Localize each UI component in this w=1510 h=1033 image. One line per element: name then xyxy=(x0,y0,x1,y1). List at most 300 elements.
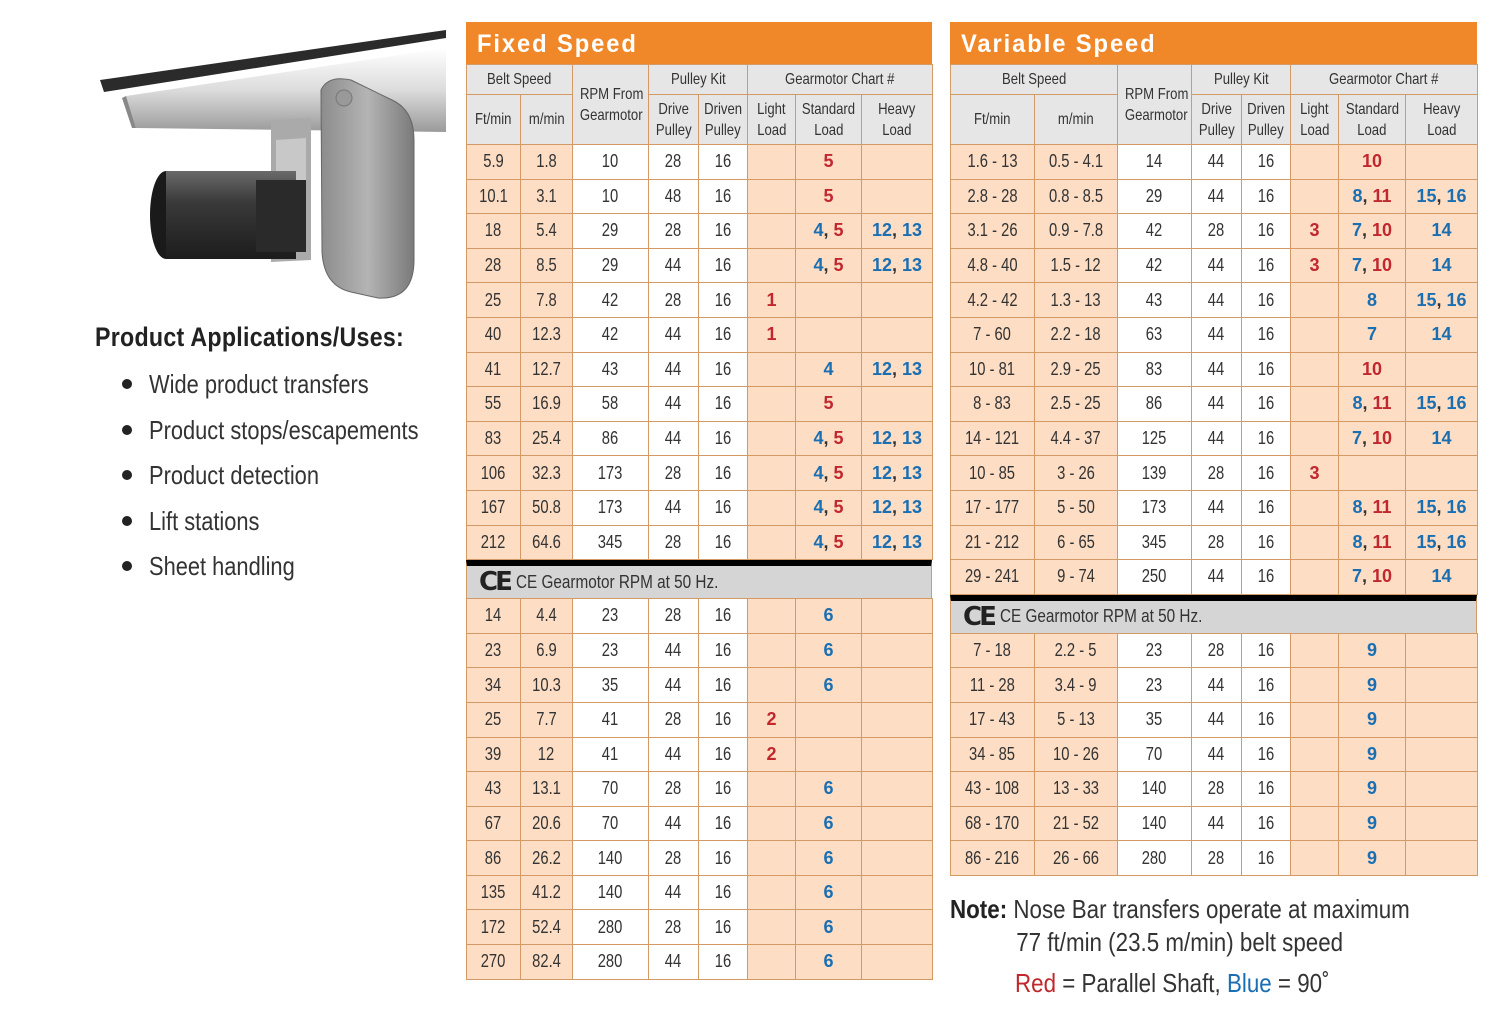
legend-red: Red xyxy=(1015,968,1057,998)
parallel-shaft-chart-number: 5 xyxy=(823,185,834,206)
light-load-cell xyxy=(748,806,796,841)
light-load-cell xyxy=(748,525,796,560)
heavy-load-cell xyxy=(1406,633,1478,668)
rpm-cell: 140 xyxy=(573,841,649,876)
heavy-load-cell xyxy=(1406,456,1478,491)
belt-ftmin-cell: 67 xyxy=(467,806,521,841)
table-row xyxy=(467,841,933,876)
right-angle-chart-number: 6 xyxy=(823,812,834,833)
standard-load-cell: 4, 5 xyxy=(796,490,862,525)
light-load-cell xyxy=(748,145,796,180)
light-load-cell xyxy=(748,945,796,980)
drive-pulley-cell: 44 xyxy=(649,737,699,772)
standard-load-cell xyxy=(796,702,862,737)
rpm-cell: 35 xyxy=(1118,702,1192,737)
heavy-load-cell: 12, 13 xyxy=(862,525,933,560)
bullet-icon xyxy=(122,470,132,480)
belt-ftmin-cell: 34 xyxy=(467,668,521,703)
table-row xyxy=(467,772,933,807)
belt-mmin-cell: 41.2 xyxy=(521,875,573,910)
right-angle-chart-number: 14 xyxy=(1431,255,1452,276)
right-angle-chart-number: 9 xyxy=(1366,847,1377,868)
right-angle-chart-number: 6 xyxy=(823,640,834,661)
parallel-shaft-chart-number: 10 xyxy=(1372,428,1393,449)
driven-pulley-cell: 16 xyxy=(1242,179,1291,214)
belt-mmin-cell: 32.3 xyxy=(521,456,573,491)
table-row xyxy=(951,145,1478,180)
rpm-cell: 63 xyxy=(1118,317,1192,352)
driven-pulley-cell: 16 xyxy=(1242,560,1291,595)
legend-blue-text: = 90˚ xyxy=(1277,968,1330,998)
table-row xyxy=(467,317,933,352)
standard-load-cell xyxy=(1339,352,1406,387)
application-item: Product stops/escapements xyxy=(120,412,470,458)
driven-pulley-cell: 16 xyxy=(699,599,748,634)
table-row xyxy=(467,633,933,668)
belt-mmin-cell: 8.5 xyxy=(521,248,573,283)
standard-load-cell xyxy=(796,145,862,180)
rpm-cell: 23 xyxy=(1118,633,1192,668)
standard-load-cell: 4, 5 xyxy=(796,525,862,560)
belt-ftmin-cell: 5.9 xyxy=(467,145,521,180)
table-row xyxy=(951,668,1478,703)
right-angle-chart-number: 13 xyxy=(902,462,923,483)
right-angle-chart-number: 9 xyxy=(1366,812,1377,833)
belt-ftmin-cell: 40 xyxy=(467,317,521,352)
belt-ftmin-cell: 86 - 216 xyxy=(951,841,1035,876)
right-angle-chart-number: 6 xyxy=(823,916,834,937)
belt-mmin-cell: 4.4 xyxy=(521,599,573,634)
standard-load-cell xyxy=(1339,456,1406,491)
heavy-load-cell: 15, 16 xyxy=(1406,387,1478,422)
belt-ftmin-cell: 4.2 - 42 xyxy=(951,283,1035,318)
table-row xyxy=(951,317,1478,352)
belt-mmin-cell: 13 - 33 xyxy=(1035,772,1118,807)
drive-pulley-cell: 44 xyxy=(1192,737,1242,772)
heavy-load-cell xyxy=(862,945,933,980)
belt-ftmin-cell: 7 - 18 xyxy=(951,633,1035,668)
right-angle-chart-number: 7 xyxy=(1367,324,1378,345)
standard-load-cell xyxy=(1339,841,1406,876)
standard-load-cell xyxy=(796,387,862,422)
driven-pulley-cell: 16 xyxy=(1242,456,1291,491)
driven-pulley-cell: 16 xyxy=(1242,806,1291,841)
parallel-shaft-chart-number: 2 xyxy=(766,743,777,764)
belt-mmin-cell: 0.5 - 4.1 xyxy=(1035,145,1118,180)
right-angle-chart-number: 16 xyxy=(1446,289,1467,310)
heavy-load-cell xyxy=(1406,214,1478,249)
standard-load-cell xyxy=(796,283,862,318)
standard-load-cell xyxy=(1339,633,1406,668)
table-row xyxy=(467,283,933,318)
belt-mmin-cell: 7.8 xyxy=(521,283,573,318)
rpm-cell: 86 xyxy=(1118,387,1192,422)
ftmin-header: Ft/min xyxy=(467,95,521,145)
belt-mmin-cell: 1.3 - 13 xyxy=(1035,283,1118,318)
table-row xyxy=(951,214,1478,249)
table-row xyxy=(467,421,933,456)
heavy-load-cell xyxy=(1406,772,1478,807)
light-load-cell xyxy=(748,841,796,876)
light-load-cell xyxy=(1291,248,1339,283)
parallel-shaft-chart-number: 1 xyxy=(766,324,777,345)
right-angle-chart-number: 15 xyxy=(1416,185,1437,206)
rpm-cell: 41 xyxy=(573,702,649,737)
belt-mmin-cell: 9 - 74 xyxy=(1035,560,1118,595)
driven-pulley-cell: 16 xyxy=(1242,214,1291,249)
belt-mmin-cell: 2.2 - 18 xyxy=(1035,317,1118,352)
right-angle-chart-number: 8 xyxy=(1352,497,1363,518)
rpm-cell: 70 xyxy=(573,806,649,841)
standard-load-cell xyxy=(796,179,862,214)
driven-pulley-cell: 16 xyxy=(699,283,748,318)
standard-load-cell: 4, 5 xyxy=(796,421,862,456)
right-angle-chart-number: 12 xyxy=(871,497,892,518)
rpm-cell: 86 xyxy=(573,421,649,456)
heavy-load-cell xyxy=(862,737,933,772)
driven-pulley-cell: 16 xyxy=(1242,283,1291,318)
belt-ftmin-cell: 17 - 43 xyxy=(951,702,1035,737)
right-angle-chart-number: 12 xyxy=(871,531,892,552)
application-item: Sheet handling xyxy=(120,548,470,594)
belt-ftmin-cell: 25 xyxy=(467,283,521,318)
belt-mmin-cell: 0.9 - 7.8 xyxy=(1035,214,1118,249)
belt-mmin-cell: 0.8 - 8.5 xyxy=(1035,179,1118,214)
right-angle-chart-number: 13 xyxy=(902,531,923,552)
light-load-cell xyxy=(1291,145,1339,180)
mmin-header: m/min xyxy=(1035,95,1118,145)
heavy-load-cell xyxy=(862,702,933,737)
standard-load-cell xyxy=(1339,317,1406,352)
belt-ftmin-cell: 43 xyxy=(467,772,521,807)
light-load-cell xyxy=(1291,668,1339,703)
light-load-cell xyxy=(1291,352,1339,387)
parallel-shaft-chart-number: 3 xyxy=(1309,255,1320,276)
belt-ftmin-cell: 29 - 241 xyxy=(951,560,1035,595)
right-angle-chart-number: 7 xyxy=(1351,220,1362,241)
heavy-load-header: Heavy Load xyxy=(862,95,933,145)
rpm-cell: 41 xyxy=(573,737,649,772)
light-load-cell xyxy=(1291,702,1339,737)
table-row xyxy=(467,737,933,772)
applications-list xyxy=(120,366,470,594)
table-row xyxy=(951,702,1478,737)
belt-ftmin-cell: 41 xyxy=(467,352,521,387)
rpm-cell: 140 xyxy=(1118,772,1192,807)
belt-ftmin-cell: 212 xyxy=(467,525,521,560)
belt-mmin-cell: 82.4 xyxy=(521,945,573,980)
belt-mmin-cell: 10 - 26 xyxy=(1035,737,1118,772)
standard-load-cell xyxy=(796,910,862,945)
standard-load-cell xyxy=(796,737,862,772)
drive-pulley-cell: 44 xyxy=(1192,145,1242,180)
right-angle-chart-number: 13 xyxy=(902,220,923,241)
light-load-cell xyxy=(1291,421,1339,456)
belt-ftmin-cell: 4.8 - 40 xyxy=(951,248,1035,283)
driven-pulley-cell: 16 xyxy=(1242,490,1291,525)
parallel-shaft-chart-number: 2 xyxy=(766,709,777,730)
belt-ftmin-cell: 1.6 - 13 xyxy=(951,145,1035,180)
heavy-load-cell xyxy=(862,317,933,352)
right-angle-chart-number: 16 xyxy=(1446,531,1467,552)
belt-ftmin-cell: 270 xyxy=(467,945,521,980)
belt-mmin-cell: 7.7 xyxy=(521,702,573,737)
right-angle-chart-number: 7 xyxy=(1351,566,1362,587)
right-angle-chart-number: 9 xyxy=(1366,778,1377,799)
heavy-load-cell xyxy=(1406,806,1478,841)
drive-pulley-cell: 28 xyxy=(649,910,699,945)
bullet-icon xyxy=(122,379,132,389)
driven-pulley-cell: 16 xyxy=(699,352,748,387)
fixed-speed-table xyxy=(466,64,933,560)
right-angle-chart-number: 4 xyxy=(813,220,824,241)
drive-pulley-cell: 44 xyxy=(1192,560,1242,595)
rpm-cell: 173 xyxy=(573,490,649,525)
belt-ftmin-cell: 10 - 81 xyxy=(951,352,1035,387)
right-angle-chart-number: 4 xyxy=(813,255,824,276)
application-item: Lift stations xyxy=(120,503,470,549)
rpm-header: RPM From Gearmotor xyxy=(1118,65,1192,145)
driven-pulley-cell: 16 xyxy=(699,387,748,422)
rpm-cell: 345 xyxy=(1118,525,1192,560)
belt-ftmin-cell: 3.1 - 26 xyxy=(951,214,1035,249)
light-load-cell xyxy=(748,702,796,737)
driven-pulley-cell: 16 xyxy=(699,633,748,668)
heavy-load-cell xyxy=(862,387,933,422)
right-angle-chart-number: 8 xyxy=(1352,531,1363,552)
light-load-cell xyxy=(1291,772,1339,807)
driven-pulley-cell: 16 xyxy=(1242,702,1291,737)
heavy-load-cell xyxy=(1406,737,1478,772)
drive-pulley-header: Drive Pulley xyxy=(1192,95,1242,145)
belt-mmin-cell: 1.8 xyxy=(521,145,573,180)
heavy-load-cell xyxy=(862,668,933,703)
belt-ftmin-cell: 11 - 28 xyxy=(951,668,1035,703)
belt-ftmin-cell: 23 xyxy=(467,633,521,668)
right-angle-chart-number: 12 xyxy=(871,462,892,483)
standard-load-cell xyxy=(796,772,862,807)
note xyxy=(950,893,1485,959)
light-load-cell xyxy=(748,248,796,283)
belt-mmin-cell: 52.4 xyxy=(521,910,573,945)
heavy-load-cell: 12, 13 xyxy=(862,456,933,491)
driven-pulley-cell: 16 xyxy=(1242,525,1291,560)
light-load-cell xyxy=(748,737,796,772)
rpm-cell: 10 xyxy=(573,145,649,180)
driven-pulley-cell: 16 xyxy=(699,772,748,807)
fixed-table-body xyxy=(467,145,933,560)
table-row xyxy=(467,387,933,422)
right-angle-chart-number: 4 xyxy=(813,428,824,449)
belt-mmin-cell: 2.2 - 5 xyxy=(1035,633,1118,668)
fixed-speed-title: Fixed Speed xyxy=(466,22,932,64)
driven-pulley-header: Driven Pulley xyxy=(1242,95,1291,145)
rpm-cell: 43 xyxy=(1118,283,1192,318)
light-load-cell xyxy=(748,875,796,910)
belt-mmin-cell: 1.5 - 12 xyxy=(1035,248,1118,283)
belt-ftmin-cell: 43 - 108 xyxy=(951,772,1035,807)
light-load-cell xyxy=(748,599,796,634)
standard-load-cell: 4, 5 xyxy=(796,248,862,283)
parallel-shaft-chart-number: 11 xyxy=(1372,497,1392,518)
table-row xyxy=(951,737,1478,772)
fixed-ce-table-body xyxy=(467,599,933,980)
standard-load-cell xyxy=(796,668,862,703)
drive-pulley-cell: 44 xyxy=(1192,668,1242,703)
standard-load-cell xyxy=(796,352,862,387)
variable-speed-table xyxy=(950,64,1478,595)
right-angle-chart-number: 14 xyxy=(1431,220,1452,241)
table-row xyxy=(951,633,1478,668)
right-angle-chart-number: 8 xyxy=(1352,185,1363,206)
heavy-load-cell xyxy=(1406,421,1478,456)
parallel-shaft-chart-number: 5 xyxy=(833,428,844,449)
application-item: Product detection xyxy=(120,457,470,503)
table-row xyxy=(951,806,1478,841)
rpm-cell: 23 xyxy=(573,633,649,668)
right-angle-chart-number: 6 xyxy=(823,847,834,868)
note-line-1: Nose Bar transfers operate at maximum xyxy=(1013,894,1410,924)
standard-load-cell: 7, 10 xyxy=(1339,248,1406,283)
right-angle-chart-number: 13 xyxy=(902,255,923,276)
parallel-shaft-chart-number: 11 xyxy=(1372,531,1392,552)
right-angle-chart-number: 9 xyxy=(1366,743,1377,764)
right-angle-chart-number: 12 xyxy=(871,255,892,276)
belt-ftmin-cell: 21 - 212 xyxy=(951,525,1035,560)
drive-pulley-cell: 28 xyxy=(649,283,699,318)
belt-mmin-cell: 25.4 xyxy=(521,421,573,456)
legend-red-text: = Parallel Shaft, xyxy=(1062,968,1221,998)
right-angle-chart-number: 15 xyxy=(1416,289,1437,310)
color-legend xyxy=(1015,968,1330,999)
parallel-shaft-chart-number: 3 xyxy=(1309,462,1320,483)
belt-speed-header: Belt Speed xyxy=(951,65,1118,95)
right-angle-chart-number: 15 xyxy=(1416,393,1437,414)
drive-pulley-cell: 28 xyxy=(1192,633,1242,668)
right-angle-chart-number: 9 xyxy=(1366,709,1377,730)
drive-pulley-cell: 44 xyxy=(649,421,699,456)
rpm-cell: 29 xyxy=(573,248,649,283)
drive-pulley-cell: 44 xyxy=(1192,248,1242,283)
belt-mmin-cell: 2.9 - 25 xyxy=(1035,352,1118,387)
rpm-cell: 42 xyxy=(573,283,649,318)
light-load-cell xyxy=(748,352,796,387)
drive-pulley-cell: 44 xyxy=(1192,490,1242,525)
rpm-cell: 139 xyxy=(1118,456,1192,491)
belt-mmin-cell: 6.9 xyxy=(521,633,573,668)
driven-pulley-cell: 16 xyxy=(699,525,748,560)
bullet-icon xyxy=(122,425,132,435)
heavy-load-cell xyxy=(862,772,933,807)
standard-load-cell xyxy=(1339,668,1406,703)
drive-pulley-cell: 44 xyxy=(1192,352,1242,387)
ce-mark-icon: CE xyxy=(479,567,510,598)
table-row xyxy=(951,283,1478,318)
right-angle-chart-number: 16 xyxy=(1446,185,1467,206)
driven-pulley-cell: 16 xyxy=(699,668,748,703)
belt-ftmin-cell: 10.1 xyxy=(467,179,521,214)
heavy-load-cell: 12, 13 xyxy=(862,214,933,249)
belt-mmin-cell: 4.4 - 37 xyxy=(1035,421,1118,456)
standard-load-cell xyxy=(1339,145,1406,180)
standard-load-cell xyxy=(796,875,862,910)
belt-ftmin-cell: 25 xyxy=(467,702,521,737)
application-item: Wide product transfers xyxy=(120,366,470,412)
standard-load-header: Standard Load xyxy=(1339,95,1406,145)
table-row xyxy=(467,248,933,283)
rpm-cell: 173 xyxy=(573,456,649,491)
right-angle-chart-number: 4 xyxy=(823,358,834,379)
light-load-cell xyxy=(1291,214,1339,249)
drive-pulley-cell: 28 xyxy=(1192,214,1242,249)
rpm-cell: 42 xyxy=(1118,248,1192,283)
legend-blue: Blue xyxy=(1226,968,1272,998)
table-row xyxy=(467,525,933,560)
light-load-cell xyxy=(1291,179,1339,214)
belt-ftmin-cell: 83 xyxy=(467,421,521,456)
standard-load-cell: 8, 11 xyxy=(1339,387,1406,422)
ce-label: CE Gearmotor RPM at 50 Hz. xyxy=(515,571,719,592)
variable-ce-table-body xyxy=(951,633,1478,875)
right-angle-chart-number: 12 xyxy=(871,358,892,379)
light-load-cell xyxy=(748,456,796,491)
rpm-cell: 23 xyxy=(1118,668,1192,703)
drive-pulley-cell: 44 xyxy=(649,387,699,422)
table-row xyxy=(467,352,933,387)
table-row xyxy=(467,145,933,180)
pulley-kit-header: Pulley Kit xyxy=(649,65,748,95)
driven-pulley-cell: 16 xyxy=(1242,772,1291,807)
variable-table-header xyxy=(951,65,1478,145)
ce-label: CE Gearmotor RPM at 50 Hz. xyxy=(999,606,1203,627)
note-line-2: 77 ft/min (23.5 m/min) belt speed xyxy=(1016,927,1344,957)
rpm-cell: 280 xyxy=(573,910,649,945)
drive-pulley-cell: 28 xyxy=(649,599,699,634)
parallel-shaft-chart-number: 5 xyxy=(833,497,844,518)
drive-pulley-cell: 44 xyxy=(649,668,699,703)
rpm-cell: 14 xyxy=(1118,145,1192,180)
table-row xyxy=(951,841,1478,876)
right-angle-chart-number: 13 xyxy=(902,428,923,449)
parallel-shaft-chart-number: 5 xyxy=(833,531,844,552)
pulley-kit-header: Pulley Kit xyxy=(1192,65,1291,95)
rpm-cell: 70 xyxy=(573,772,649,807)
parallel-shaft-chart-number: 11 xyxy=(1372,185,1392,206)
driven-pulley-cell: 16 xyxy=(1242,421,1291,456)
light-load-cell xyxy=(748,387,796,422)
light-load-header: Light Load xyxy=(748,95,796,145)
parallel-shaft-chart-number: 5 xyxy=(823,393,834,414)
parallel-shaft-chart-number: 11 xyxy=(1372,393,1392,414)
right-angle-chart-number: 6 xyxy=(823,605,834,626)
drive-pulley-cell: 28 xyxy=(1192,772,1242,807)
drive-pulley-cell: 44 xyxy=(649,945,699,980)
drive-pulley-cell: 44 xyxy=(649,352,699,387)
driven-pulley-cell: 16 xyxy=(699,317,748,352)
heavy-load-cell xyxy=(862,145,933,180)
fixed-ce-bar xyxy=(466,560,932,598)
belt-mmin-cell: 16.9 xyxy=(521,387,573,422)
heavy-load-cell xyxy=(862,841,933,876)
fixed-speed-section xyxy=(466,22,932,980)
right-angle-chart-number: 7 xyxy=(1351,428,1362,449)
right-angle-chart-number: 4 xyxy=(813,462,824,483)
bullet-icon xyxy=(122,561,132,571)
variable-ce-table xyxy=(950,633,1478,876)
light-load-cell xyxy=(1291,283,1339,318)
rpm-cell: 250 xyxy=(1118,560,1192,595)
driven-pulley-cell: 16 xyxy=(1242,352,1291,387)
